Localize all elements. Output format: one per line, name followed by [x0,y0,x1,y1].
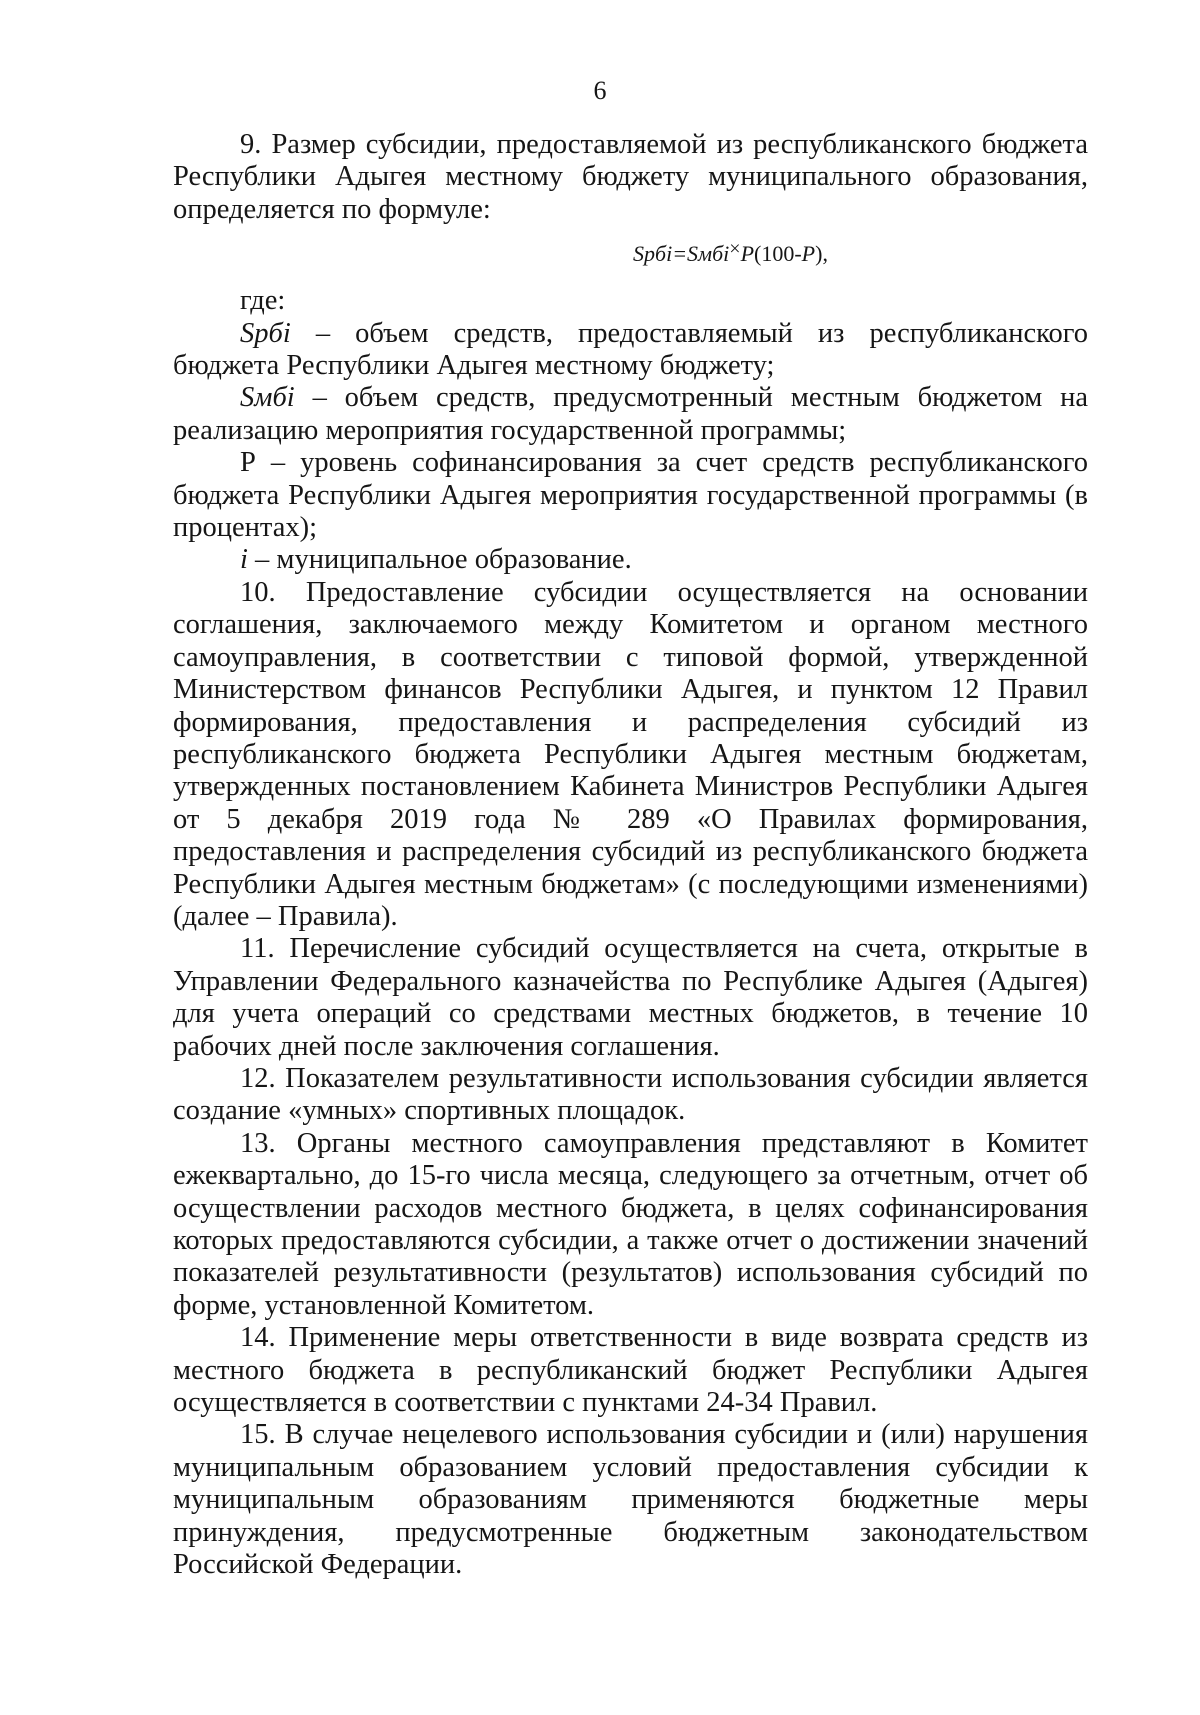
definition-i [173,544,1088,576]
formula-close: ), [815,241,828,267]
subsidy-formula [173,234,1088,269]
paragraph-15: 15. В случае нецелевого использования субсидии и (или) нарушения муниципальным образованием условий предоставления субсидии к муниципальным образованиям применяются бюджетные меры принуждения, предусмотренные бюджетным законодательством Российской Федерации. [173,1419,1088,1581]
formula-open: (100- [754,241,802,267]
paragraph-12: 12. Показателем результативности использования субсидии является создание «умных» спортивных площадок. [173,1062,1088,1127]
paragraph-13: 13. Органы местного самоуправления представляют в Комитет ежеквартально, до 15-го числа месяца, следующего за отчетным, отчет об осуществлении расходов местного бюджета, в целях софинансирования которых предоставляются субсидии, а также отчет о достижении значений показателей результативности (результатов) использования субсидий по форме, установленной Комитетом. [173,1127,1088,1321]
definition-smb [173,382,1088,447]
definition-text: – объем средств, предоставляемый из республиканского бюджета Республики Адыгея местному бюджету; [173,317,1088,382]
paragraph-14: 14. Применение меры ответственности в виде возврата средств из местного бюджета в республиканский бюджет Республики Адыгея осуществляется в соответствии с пунктами 24-34 Правил. [173,1322,1088,1419]
document-body [173,129,1088,1581]
definition-text: – муниципальное образование. [247,544,632,576]
formula-lhs: Sрбi=Sмбi [633,241,730,267]
formula-multiply-sign: × [729,238,741,261]
paragraph-10: 10. Предоставление субсидии осуществляется на основании соглашения, заключаемого между Комитетом и органом местного самоуправления, в соответствии с типовой формой, утвержденной Министерством финансов Республики Адыгея, и пунктом 12 Правил формирования, предоставления и распределения субсидий из республиканского бюджета Республики Адыгея местным бюджетам, утвержденных постановлением Кабинета Министров Республики Адыгея от 5 декабря 2019 года № 289 «О Правилах формирования, предоставления и распределения субсидий из республиканского бюджета Республики Адыгея местным бюджетам» (с последующими изменениями) (далее – Правила). [173,576,1088,932]
definition-text: – объем средств, предусмотренный местным бюджетом на реализацию мероприятия государственной программы; [173,382,1088,446]
definition-term: i [240,544,248,576]
definition-srb [173,318,1088,383]
definition-term: Sрбi [240,317,291,349]
paragraph-9: 9. Размер субсидии, предоставляемой из республиканского бюджета Республики Адыгея местному бюджету муниципального образования, определяется по формуле: [173,129,1088,225]
definition-term: Sмбi [240,382,295,414]
page-number: 6 [593,76,607,105]
formula-p2: P [801,241,816,267]
where-label: где: [240,285,286,317]
definition-p [173,447,1088,544]
paragraph-11: 11. Перечисление субсидий осуществляется на счета, открытые в Управлении Федерального казначейства по Республике Адыгея (Адыгея) для учета операций со средствами местных бюджетов, в течение 10 рабочих дней после заключения соглашения. [173,933,1088,1062]
definition-text: Р – уровень софинансирования за счет средств республиканского бюджета Республики Адыгея мероприятия государственной программы (в процентах); [173,447,1088,544]
formula-p: P [740,241,755,267]
